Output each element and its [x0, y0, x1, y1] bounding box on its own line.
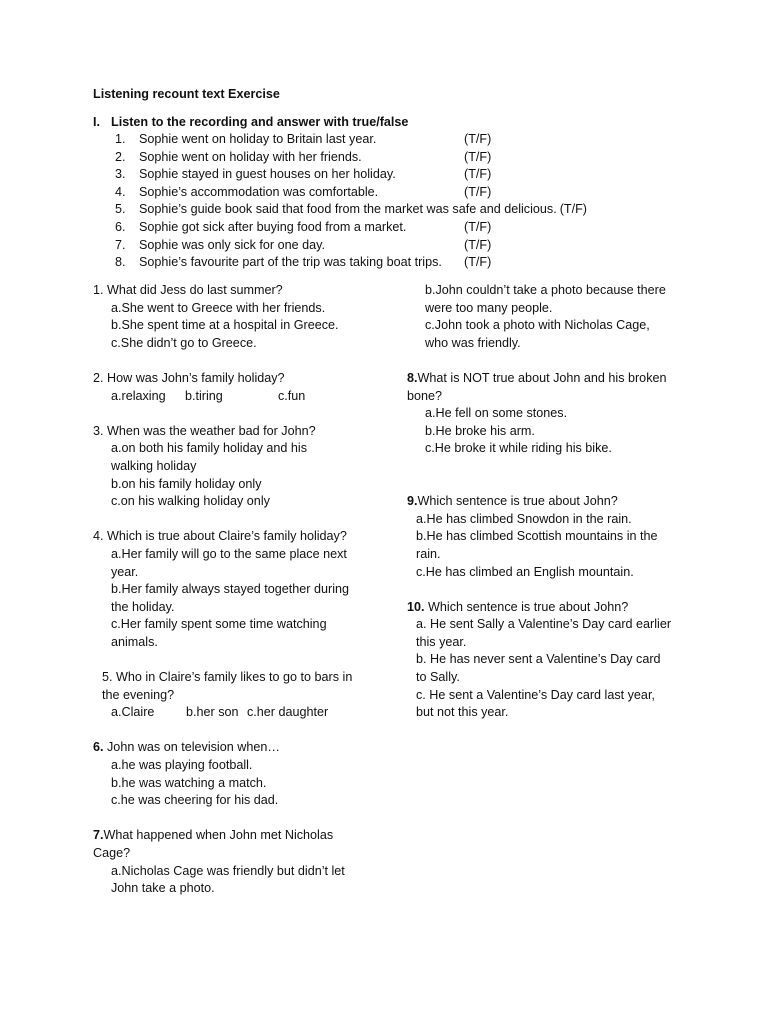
option-a-continued: this year.: [416, 634, 467, 649]
option-a: a.He has climbed Snowdon in the rain.: [416, 511, 632, 526]
option-c: c.he was cheering for his dad.: [111, 793, 279, 808]
option-b: b.tiring: [185, 388, 223, 403]
question-8: [407, 370, 682, 458]
questions-right-column: [407, 282, 682, 739]
option-b: b.on his family holiday only: [111, 476, 262, 491]
item-text: Sophie went on holiday with her friends.: [139, 149, 362, 164]
option-a: a.Her family will go to the same place next: [111, 546, 347, 561]
option-b: b. He has never sent a Valentine’s Day card: [416, 652, 661, 667]
question-1: [93, 282, 368, 352]
option-c: c.John took a photo with Nicholas Cage,: [425, 318, 650, 333]
true-false-marker: (T/F): [464, 219, 492, 234]
item-text: Sophie got sick after buying food from a market.: [139, 219, 407, 234]
item-number: 5.: [115, 202, 126, 217]
question-stem-text: Which sentence is true about John?: [417, 494, 618, 509]
true-false-marker: (T/F): [464, 149, 492, 164]
question-stem-text: Which sentence is true about John?: [424, 599, 629, 614]
list-item: [115, 131, 675, 149]
option-b-continued: to Sally.: [416, 670, 460, 685]
option-a-continued: walking holiday: [111, 458, 197, 473]
question-stem: 3. When was the weather bad for John?: [93, 423, 316, 438]
question-stem: [93, 827, 368, 845]
option-c: c.on his walking holiday only: [111, 494, 270, 509]
options-row: [93, 388, 368, 406]
option-c: c.He broke it while riding his bike.: [425, 441, 612, 456]
page-title: Listening recount text Exercise: [93, 87, 280, 101]
question-7: [93, 827, 368, 897]
option-a: a.She went to Greece with her friends.: [111, 300, 326, 315]
question-number: 6.: [93, 740, 104, 755]
spacer: [407, 476, 682, 494]
list-item: [115, 184, 675, 202]
option-b-continued: the holiday.: [111, 599, 175, 614]
question-stem: 4. Which is true about Claire’s family holiday?: [93, 529, 347, 544]
true-false-marker: (T/F): [464, 255, 492, 270]
question-6: [93, 739, 368, 809]
question-stem: [407, 370, 682, 388]
option-a-continued: John take a photo.: [111, 881, 215, 896]
option-a: a.relaxing: [111, 388, 166, 403]
option-a: a.on both his family holiday and his: [111, 441, 308, 456]
option-a: a.he was playing football.: [111, 758, 253, 773]
question-stem: [407, 599, 682, 617]
question-number: 10.: [407, 599, 425, 614]
question-5: [93, 669, 368, 722]
option-b: b.Her family always stayed together during: [111, 582, 349, 597]
item-number: 8.: [115, 255, 126, 270]
item-text: Sophie’s guide book said that food from the market was safe and delicious.: [139, 202, 557, 217]
true-false-marker: (T/F): [464, 167, 492, 182]
option-b: b.her son: [186, 705, 239, 720]
list-item: [115, 219, 675, 237]
option-b: b.John couldn’t take a photo because there: [425, 283, 666, 297]
item-number: 1.: [115, 132, 126, 146]
question-number: 8.: [407, 370, 418, 385]
list-item: [115, 149, 675, 167]
question-stem-text: What is NOT true about John and his broken: [417, 370, 667, 385]
true-false-list: [115, 131, 675, 272]
question-2: [93, 370, 368, 405]
item-number: 2.: [115, 149, 126, 164]
question-3: [93, 423, 368, 511]
item-text: Sophie was only sick for one day.: [139, 237, 325, 252]
true-false-marker: (T/F): [464, 237, 492, 252]
item-text: Sophie’s favourite part of the trip was taking boat trips.: [139, 255, 442, 270]
option-b-continued: rain.: [416, 546, 441, 561]
question-stem-text: What happened when John met Nicholas: [103, 828, 334, 843]
option-b-continued: were too many people.: [425, 300, 553, 315]
option-a: a.He fell on some stones.: [425, 406, 568, 421]
item-text: Sophie went on holiday to Britain last year.: [139, 132, 377, 146]
option-b: b.he was watching a match.: [111, 775, 267, 790]
list-item: [115, 237, 675, 255]
option-c: c.He has climbed an English mountain.: [416, 564, 634, 579]
option-a: a.Nicholas Cage was friendly but didn’t let: [111, 863, 345, 878]
option-b: b.She spent time at a hospital in Greece.: [111, 318, 339, 333]
question-stem-continued: Cage?: [93, 846, 131, 860]
item-number: 4.: [115, 184, 126, 199]
item-number: 7.: [115, 237, 126, 252]
section-heading-text: Listen to the recording and answer with true/false: [111, 115, 409, 129]
question-stem: [407, 493, 682, 511]
question-stem-text: John was on television when…: [103, 740, 280, 755]
section-heading: [93, 115, 408, 129]
option-b: b.He broke his arm.: [425, 423, 535, 438]
option-c: c. He sent a Valentine’s Day card last year,: [416, 687, 655, 702]
question-4: [93, 528, 368, 651]
item-text: Sophie stayed in guest houses on her holiday.: [139, 167, 396, 182]
question-stem: 2. How was John’s family holiday?: [93, 370, 285, 385]
questions-left-column: [93, 282, 368, 915]
option-c-continued: but not this year.: [416, 705, 509, 720]
list-item: [115, 201, 675, 219]
option-c: c.fun: [278, 388, 306, 403]
question-stem-continued: bone?: [407, 388, 443, 403]
option-a-continued: year.: [111, 564, 139, 579]
question-7-continued: [407, 282, 682, 352]
option-a: a.Claire: [111, 705, 155, 720]
question-9: [407, 493, 682, 581]
option-c: c.She didn’t go to Greece.: [111, 335, 257, 350]
question-number: 7.: [93, 828, 104, 843]
option-c-continued: animals.: [111, 634, 158, 649]
question-stem: 1. What did Jess do last summer?: [93, 283, 283, 297]
question-stem: 5. Who in Claire’s family likes to go to bars in: [102, 670, 353, 685]
true-false-marker: (T/F): [464, 184, 492, 199]
option-c: c.her daughter: [247, 705, 329, 720]
option-b: b.He has climbed Scottish mountains in the: [416, 529, 658, 544]
option-c: c.Her family spent some time watching: [111, 617, 327, 632]
item-number: 3.: [115, 167, 126, 182]
question-stem-continued: the evening?: [102, 687, 175, 702]
options-row: [93, 704, 368, 722]
true-false-marker: (T/F): [559, 202, 587, 217]
item-number: 6.: [115, 219, 126, 234]
question-number: 9.: [407, 494, 418, 509]
list-item: [115, 166, 675, 184]
section-number: I.: [93, 115, 100, 129]
question-10: [407, 599, 682, 722]
option-a: a. He sent Sally a Valentine’s Day card earlier: [416, 617, 672, 632]
list-item: [115, 254, 675, 272]
option-c-continued: who was friendly.: [425, 335, 521, 350]
question-stem: [93, 739, 368, 757]
true-false-marker: (T/F): [464, 132, 492, 146]
item-text: Sophie’s accommodation was comfortable.: [139, 184, 379, 199]
